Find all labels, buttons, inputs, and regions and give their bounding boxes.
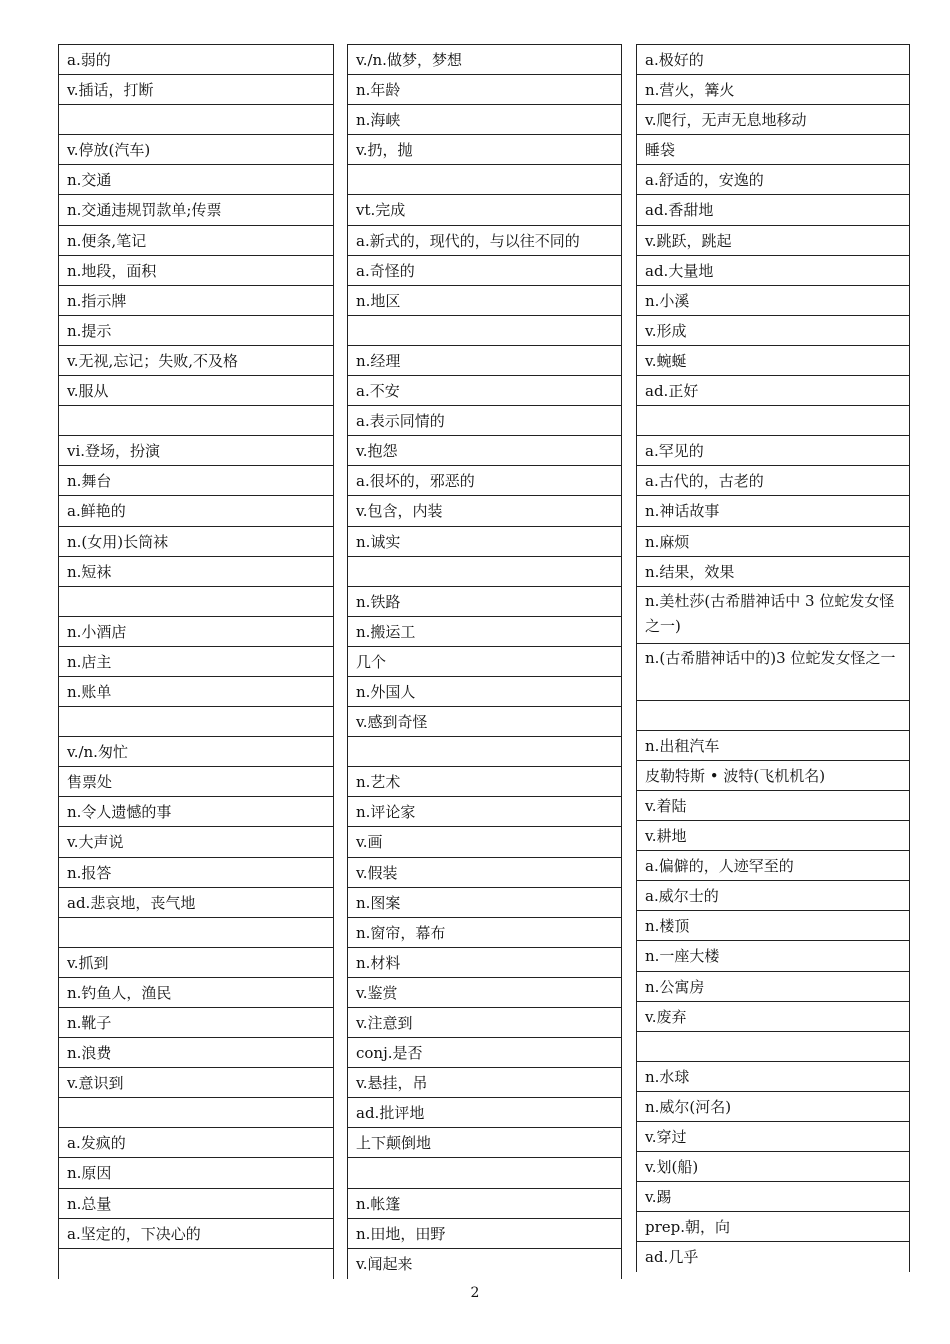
page-number: 2 <box>470 1285 480 1301</box>
vocab-cell: a.不安 <box>348 376 621 406</box>
vocab-cell: v.跳跃，跳起 <box>637 226 909 256</box>
vocab-cell-empty <box>59 406 333 436</box>
vocab-cell: v.插话，打断 <box>59 75 333 105</box>
vocab-cell: n.短袜 <box>59 557 333 587</box>
vocab-cell: n.麻烦 <box>637 527 909 557</box>
vocab-cell: n.靴子 <box>59 1008 333 1038</box>
vocab-cell-empty <box>348 557 621 587</box>
vocab-column-1 <box>58 44 334 1279</box>
vocab-cell-empty <box>348 737 621 767</box>
vocab-cell: v.悬挂，吊 <box>348 1068 621 1098</box>
vocab-cell: ad.大量地 <box>637 256 909 286</box>
vocab-cell: a.罕见的 <box>637 436 909 466</box>
vocab-cell: n.地段，面积 <box>59 256 333 286</box>
vocab-cell: v.大声说 <box>59 827 333 857</box>
vocab-cell-empty <box>637 701 909 731</box>
vocab-cell: n.外国人 <box>348 677 621 707</box>
vocab-cell: v.蜿蜒 <box>637 346 909 376</box>
vocab-cell: a.奇怪的 <box>348 256 621 286</box>
vocab-cell: v.意识到 <box>59 1068 333 1098</box>
vocab-cell: v.穿过 <box>637 1122 909 1152</box>
vocab-cell: n.图案 <box>348 888 621 918</box>
vocab-cell: n.小溪 <box>637 286 909 316</box>
vocab-cell: n.(女用)长筒袜 <box>59 527 333 557</box>
vocab-cell: v.感到奇怪 <box>348 707 621 737</box>
vocab-cell: ad.香甜地 <box>637 195 909 225</box>
vocab-cell: n.浪费 <box>59 1038 333 1068</box>
vocab-cell: a.坚定的，下决心的 <box>59 1219 333 1249</box>
vocab-cell-empty <box>637 406 909 436</box>
vocab-cell: a.弱的 <box>59 45 333 75</box>
vocab-cell: a.表示同情的 <box>348 406 621 436</box>
vocab-cell-empty <box>637 1032 909 1062</box>
vocab-cell: 售票处 <box>59 767 333 797</box>
vocab-cell-empty <box>59 1249 333 1279</box>
vocab-cell: n.年龄 <box>348 75 621 105</box>
vocab-cell: n.评论家 <box>348 797 621 827</box>
vocab-cell-empty <box>59 918 333 948</box>
vocab-cell: n.交通 <box>59 165 333 195</box>
vocab-cell: n.钓鱼人，渔民 <box>59 978 333 1008</box>
vocab-cell: n.搬运工 <box>348 617 621 647</box>
vocab-cell: v.抱怨 <box>348 436 621 466</box>
vocab-cell: n.提示 <box>59 316 333 346</box>
vocab-cell-empty <box>348 1158 621 1188</box>
vocab-cell: 上下颠倒地 <box>348 1128 621 1158</box>
vocab-cell-empty <box>348 316 621 346</box>
vocab-cell: 睡袋 <box>637 135 909 165</box>
vocab-cell: prep.朝，向 <box>637 1212 909 1242</box>
vocab-cell: vt.完成 <box>348 195 621 225</box>
vocab-cell: n.田地，田野 <box>348 1219 621 1249</box>
vocab-cell: n.原因 <box>59 1158 333 1188</box>
vocab-cell: n.神话故事 <box>637 496 909 526</box>
vocab-cell: n.(古希腊神话中的)3 位蛇发女怪之一 <box>637 644 909 701</box>
vocab-cell: v.形成 <box>637 316 909 346</box>
vocab-cell: v.着陆 <box>637 791 909 821</box>
vocab-cell: n.诚实 <box>348 527 621 557</box>
vocab-cell: conj.是否 <box>348 1038 621 1068</box>
vocab-cell: n.一座大楼 <box>637 941 909 971</box>
vocab-cell: v.废弃 <box>637 1002 909 1032</box>
vocab-cell: v./n.匆忙 <box>59 737 333 767</box>
vocab-cell: 几个 <box>348 647 621 677</box>
vocab-cell: n.结果，效果 <box>637 557 909 587</box>
vocab-cell: ad.批评地 <box>348 1098 621 1128</box>
vocab-cell: a.舒适的，安逸的 <box>637 165 909 195</box>
vocab-cell: n.报答 <box>59 858 333 888</box>
vocab-cell: a.很坏的，邪恶的 <box>348 466 621 496</box>
vocab-cell: v.无视,忘记；失败,不及格 <box>59 346 333 376</box>
vocab-cell-empty <box>59 105 333 135</box>
vocab-cell: a.威尔士的 <box>637 881 909 911</box>
vocab-cell: a.鲜艳的 <box>59 496 333 526</box>
vocab-cell: n.指示牌 <box>59 286 333 316</box>
vocab-cell: n.美杜莎(古希腊神话中 3 位蛇发女怪之一) <box>637 587 909 644</box>
vocab-cell: n.铁路 <box>348 587 621 617</box>
vocab-cell: v./n.做梦，梦想 <box>348 45 621 75</box>
vocab-cell: v.画 <box>348 827 621 857</box>
vocab-cell: n.便条,笔记 <box>59 226 333 256</box>
vocab-cell: v.包含，内装 <box>348 496 621 526</box>
vocab-cell: n.窗帘，幕布 <box>348 918 621 948</box>
vocab-cell: v.闻起来 <box>356 1254 413 1273</box>
vocab-cell: a.新式的，现代的，与以往不同的 <box>348 226 621 256</box>
vocab-cell: n.营火，篝火 <box>637 75 909 105</box>
vocab-cell: v.划(船) <box>637 1152 909 1182</box>
vocab-cell: n.帐篷 <box>348 1189 621 1219</box>
vocab-column-2 <box>347 44 622 1279</box>
vocab-cell: n.公寓房 <box>637 972 909 1002</box>
vocab-column-3 <box>636 44 910 1272</box>
vocab-cell: v.假装 <box>348 858 621 888</box>
vocab-cell: ad.悲哀地，丧气地 <box>59 888 333 918</box>
vocab-cell: ad.正好 <box>637 376 909 406</box>
vocab-cell: v.抓到 <box>59 948 333 978</box>
vocab-cell: a.古代的，古老的 <box>637 466 909 496</box>
vocab-cell: ad.几乎 <box>645 1248 699 1267</box>
vocab-cell: v.爬行，无声无息地移动 <box>637 105 909 135</box>
vocab-cell: n.经理 <box>348 346 621 376</box>
vocab-cell: n.威尔(河名) <box>637 1092 909 1122</box>
vocab-cell: n.楼顶 <box>637 911 909 941</box>
vocab-cell: v.踢 <box>637 1182 909 1212</box>
vocab-cell: n.账单 <box>59 677 333 707</box>
vocab-cell: v.停放(汽车) <box>59 135 333 165</box>
vocab-cell: a.极好的 <box>637 45 909 75</box>
vocab-cell: n.海峡 <box>348 105 621 135</box>
vocab-cell-empty <box>348 165 621 195</box>
vocab-cell: n.水球 <box>637 1062 909 1092</box>
vocab-cell-empty <box>59 707 333 737</box>
vocab-cell-empty <box>59 587 333 617</box>
vocab-cell: n.店主 <box>59 647 333 677</box>
vocab-cell: n.总量 <box>59 1189 333 1219</box>
vocab-cell: vi.登场，扮演 <box>59 436 333 466</box>
vocab-cell: v.扔，抛 <box>348 135 621 165</box>
vocab-cell: n.材料 <box>348 948 621 978</box>
vocab-cell: n.小酒店 <box>59 617 333 647</box>
vocab-cell: 皮勒特斯 • 波特(飞机机名) <box>637 761 909 791</box>
vocab-cell: v.耕地 <box>637 821 909 851</box>
vocab-cell-empty <box>59 1098 333 1128</box>
vocab-cell: v.鉴赏 <box>348 978 621 1008</box>
vocab-cell: n.交通违规罚款单;传票 <box>59 195 333 225</box>
vocab-cell: v.服从 <box>59 376 333 406</box>
vocab-cell: v.注意到 <box>348 1008 621 1038</box>
vocab-cell: n.舞台 <box>59 466 333 496</box>
vocab-cell: a.偏僻的，人迹罕至的 <box>637 851 909 881</box>
vocab-cell: n.艺术 <box>348 767 621 797</box>
vocab-cell: a.发疯的 <box>59 1128 333 1158</box>
vocab-cell: n.出租汽车 <box>637 731 909 761</box>
vocab-cell: n.令人遗憾的事 <box>59 797 333 827</box>
vocab-cell: n.地区 <box>348 286 621 316</box>
